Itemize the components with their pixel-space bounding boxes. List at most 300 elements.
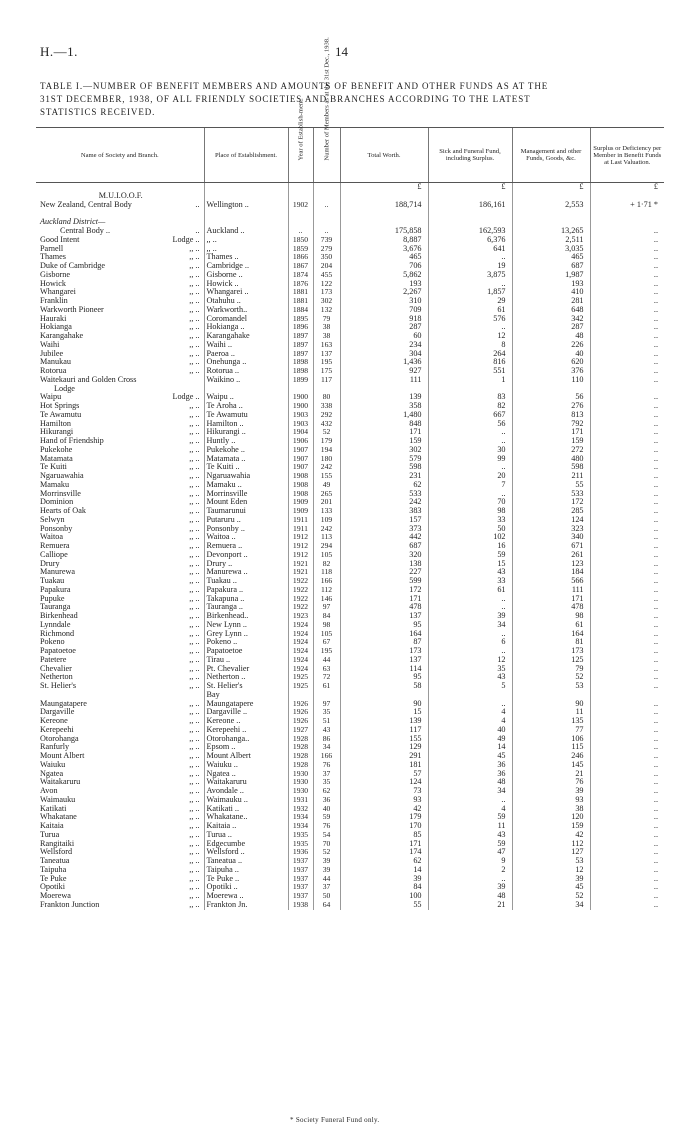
year: 1895 (288, 315, 313, 324)
year: 1909 (288, 498, 313, 507)
members: 146 (313, 595, 340, 604)
branch-name: Ngaruawahia ,, .. (40, 472, 200, 480)
sick-fund: 59 (428, 840, 512, 849)
surplus: .. (590, 787, 664, 796)
management-fund: 173 (512, 647, 590, 656)
members: 49 (313, 481, 340, 490)
branch-name: Hauraki ,, .. (40, 314, 200, 323)
management-fund: 39 (512, 787, 590, 796)
col-header-place: Place of Establishment. (204, 128, 288, 183)
surplus: .. (590, 253, 664, 262)
surplus: .. (590, 761, 664, 770)
management-fund: 465 (512, 253, 590, 262)
sick-fund: .. (428, 437, 512, 446)
place: Mount Albert (204, 752, 288, 761)
branch-name: Mount Albert ,, .. (40, 752, 200, 760)
surplus: .. (590, 586, 664, 595)
total-worth: 95 (340, 621, 428, 630)
place: Paeroa .. (204, 350, 288, 359)
sick-fund: 98 (428, 507, 512, 516)
place: Birkenhead.. (204, 612, 288, 621)
place: Waitakaruru (204, 778, 288, 787)
members: 97 (313, 603, 340, 612)
members: 180 (313, 455, 340, 464)
members: 80 (313, 393, 340, 402)
members: 64 (313, 901, 340, 910)
sick-fund: 61 (428, 586, 512, 595)
management-fund: 77 (512, 726, 590, 735)
total-worth: 14 (340, 866, 428, 875)
year: 1903 (288, 411, 313, 420)
sick-fund: 5 (428, 682, 512, 691)
members: 61 (313, 682, 340, 691)
branch-name: Morrinsville ,, .. (40, 489, 200, 498)
year: 1909 (288, 507, 313, 516)
place: Howick .. (204, 280, 288, 289)
management-fund: 55 (512, 481, 590, 490)
table-row (36, 805, 664, 814)
year: 1926 (288, 708, 313, 717)
sick-fund: 641 (428, 245, 512, 254)
total-worth: 193 (340, 280, 428, 289)
management-fund: 410 (512, 288, 590, 297)
place: Taumarunui (204, 507, 288, 516)
sick-fund: 82 (428, 402, 512, 411)
management-fund: 53 (512, 857, 590, 866)
management-fund: 52 (512, 892, 590, 901)
place: Katikati .. (204, 805, 288, 814)
place: Whangarei .. (204, 288, 288, 297)
place: Wellington .. (204, 201, 288, 210)
surplus: .. (590, 516, 664, 525)
members: 338 (313, 402, 340, 411)
members: 70 (313, 840, 340, 849)
management-fund: 159 (512, 437, 590, 446)
total-worth: 90 (340, 700, 428, 709)
total-worth: 231 (340, 472, 428, 481)
total-worth: 5,862 (340, 271, 428, 280)
management-fund: 272 (512, 446, 590, 455)
surplus: .. (590, 376, 664, 385)
surplus: .. (590, 638, 664, 647)
place: Papatoetoe (204, 647, 288, 656)
surplus: .. (590, 577, 664, 586)
branch-name: Jubilee ,, .. (40, 349, 200, 358)
branch-name: Pokeno ,, .. (40, 638, 200, 647)
total-worth: 373 (340, 525, 428, 534)
year: 1859 (288, 245, 313, 254)
surplus: .. (590, 752, 664, 761)
total-worth: 15 (340, 708, 428, 717)
year: 1908 (288, 481, 313, 490)
document-code: H.—1. (40, 44, 78, 59)
management-fund: 648 (512, 306, 590, 315)
sick-fund: 4 (428, 708, 512, 717)
table-row (36, 822, 664, 831)
management-fund: 3,035 (512, 245, 590, 254)
management-fund: 687 (512, 262, 590, 271)
surplus: .. (590, 525, 664, 534)
section-row (36, 218, 664, 227)
table-row (36, 708, 664, 717)
branch-name: Drury ,, .. (40, 559, 200, 568)
members: 279 (313, 245, 340, 254)
management-fund: 127 (512, 848, 590, 857)
table-row (36, 577, 664, 586)
management-fund: 342 (512, 315, 590, 324)
surplus: .. (590, 481, 664, 490)
table-row (36, 376, 664, 385)
total-worth: 310 (340, 297, 428, 306)
members: 195 (313, 358, 340, 367)
table-row (36, 236, 664, 245)
society-name: M.U.I.O.O.F. (98, 191, 143, 200)
page-number: 14 (335, 44, 348, 59)
management-fund: 21 (512, 770, 590, 779)
management-fund: 56 (512, 393, 590, 402)
branch-name: Waitekauri and Golden Cross (40, 375, 137, 384)
branch-name: Pukekohe ,, .. (40, 445, 200, 454)
sick-fund: 70 (428, 498, 512, 507)
surplus: .. (590, 612, 664, 621)
sick-fund: .. (428, 323, 512, 332)
year: 1922 (288, 603, 313, 612)
members: 432 (313, 420, 340, 429)
surplus: .. (590, 831, 664, 840)
total-worth: 383 (340, 507, 428, 516)
members: 97 (313, 700, 340, 709)
total-worth: 175,858 (340, 227, 428, 236)
place: Waiuku .. (204, 761, 288, 770)
management-fund: 45 (512, 883, 590, 892)
total-worth: 302 (340, 446, 428, 455)
branch-name: Wellsford ,, .. (40, 848, 200, 857)
surplus: .. (590, 743, 664, 752)
table-row (36, 840, 664, 849)
sick-fund: 83 (428, 393, 512, 402)
branch-name: Hikurangi ,, .. (40, 428, 200, 437)
sick-fund: 15 (428, 560, 512, 569)
members: 79 (313, 315, 340, 324)
table-row (36, 831, 664, 840)
management-fund: 53 (512, 682, 590, 691)
members: 455 (313, 271, 340, 280)
table-row (36, 778, 664, 787)
table-row (36, 402, 664, 411)
branch-name: Chevalier ,, .. (40, 664, 200, 673)
year: 1898 (288, 358, 313, 367)
place: Grey Lynn .. (204, 630, 288, 639)
place: Kaitaia .. (204, 822, 288, 831)
table-row (36, 516, 664, 525)
col-header-sick: Sick and Funeral Fund, including Surplus. (428, 128, 512, 183)
sick-fund: 16 (428, 542, 512, 551)
surplus: .. (590, 455, 664, 464)
management-fund: 40 (512, 350, 590, 359)
total-worth: 114 (340, 665, 428, 674)
sick-fund: 48 (428, 778, 512, 787)
year: 1936 (288, 848, 313, 857)
year: 1924 (288, 665, 313, 674)
surplus: .. (590, 726, 664, 735)
total-worth: 171 (340, 595, 428, 604)
year: 1928 (288, 743, 313, 752)
sick-fund: 6 (428, 638, 512, 647)
place: Kereone .. (204, 717, 288, 726)
year: 1925 (288, 673, 313, 682)
place: Opotiki .. (204, 883, 288, 892)
sick-fund: 576 (428, 315, 512, 324)
surplus: .. (590, 402, 664, 411)
surplus: .. (590, 778, 664, 787)
members: .. (313, 227, 340, 236)
place: Bay (204, 691, 288, 700)
members: 739 (313, 236, 340, 245)
currency-symbol: £ (512, 183, 590, 192)
management-fund: 480 (512, 455, 590, 464)
surplus: .. (590, 735, 664, 744)
members: 155 (313, 472, 340, 481)
total-worth: 58 (340, 682, 428, 691)
year: 1907 (288, 455, 313, 464)
place: New Lynn .. (204, 621, 288, 630)
members (313, 691, 340, 700)
management-fund: 193 (512, 280, 590, 289)
surplus: .. (590, 813, 664, 822)
total-worth (340, 691, 428, 700)
sick-fund: 264 (428, 350, 512, 359)
year: 1926 (288, 700, 313, 709)
currency-symbol: £ (590, 183, 664, 192)
place: Thames .. (204, 253, 288, 262)
sick-fund: 21 (428, 901, 512, 910)
sick-fund: 48 (428, 892, 512, 901)
members: 39 (313, 857, 340, 866)
table-row (36, 428, 664, 437)
table-row (36, 315, 664, 324)
total-worth: 93 (340, 796, 428, 805)
currency-symbol: £ (428, 183, 512, 192)
surplus: .. (590, 332, 664, 341)
branch-name: Dargaville ,, .. (40, 708, 200, 717)
year: 1912 (288, 551, 313, 560)
total-worth: 227 (340, 568, 428, 577)
year: 1932 (288, 805, 313, 814)
management-fund: 620 (512, 358, 590, 367)
branch-name: Warkworth Pioneer ,, .. (40, 305, 200, 314)
total-worth: 687 (340, 542, 428, 551)
sick-fund: 43 (428, 568, 512, 577)
branch-name: Maungatapere ,, .. (40, 699, 200, 708)
place: Karangahake (204, 332, 288, 341)
management-fund: 42 (512, 831, 590, 840)
surplus: .. (590, 358, 664, 367)
management-fund: 106 (512, 735, 590, 744)
year: 1912 (288, 533, 313, 542)
table-body (36, 183, 664, 910)
branch-name: Rotorua ,, .. (40, 367, 200, 375)
surplus: .. (590, 350, 664, 359)
members: 44 (313, 875, 340, 884)
table-row (36, 630, 664, 639)
members: 166 (313, 577, 340, 586)
year: 1907 (288, 463, 313, 472)
total-worth: 42 (340, 805, 428, 814)
place: Avondale .. (204, 787, 288, 796)
management-fund: 39 (512, 875, 590, 884)
table-row (36, 691, 664, 700)
members: 39 (313, 866, 340, 875)
year: 1925 (288, 682, 313, 691)
year: 1921 (288, 568, 313, 577)
sick-fund: .. (428, 796, 512, 805)
branch-name: Kerepeehi ,, .. (40, 725, 200, 734)
management-fund: 79 (512, 665, 590, 674)
surplus: .. (590, 595, 664, 604)
sick-fund: .. (428, 280, 512, 289)
year: 1937 (288, 883, 313, 892)
year: 1922 (288, 586, 313, 595)
year: 1904 (288, 428, 313, 437)
surplus: .. (590, 840, 664, 849)
table-row (36, 306, 664, 315)
sick-fund: .. (428, 700, 512, 709)
total-worth: 173 (340, 647, 428, 656)
table-row (36, 542, 664, 551)
management-fund: 93 (512, 796, 590, 805)
management-fund: 287 (512, 323, 590, 332)
sick-fund: 43 (428, 831, 512, 840)
branch-name: Birkenhead ,, .. (40, 612, 200, 620)
total-worth: 709 (340, 306, 428, 315)
table-row (36, 481, 664, 490)
place: Kerepeehi .. (204, 726, 288, 735)
branch-name: Whakatane ,, .. (40, 813, 200, 822)
place: Netherton .. (204, 673, 288, 682)
year: 1898 (288, 367, 313, 376)
sick-fund: 34 (428, 621, 512, 630)
branch-name: Tauranga ,, .. (40, 603, 200, 612)
total-worth: 87 (340, 638, 428, 647)
members: 166 (313, 752, 340, 761)
surplus: .. (590, 665, 664, 674)
year: 1934 (288, 813, 313, 822)
management-fund: 2,511 (512, 236, 590, 245)
surplus: .. (590, 708, 664, 717)
table-row (36, 857, 664, 866)
branch-name: Papakura ,, .. (40, 585, 200, 594)
table-title (40, 80, 660, 119)
branch-name: Lodge (54, 384, 75, 393)
year: 1903 (288, 420, 313, 429)
title-line-3: STATISTICS RECEIVED. (40, 107, 156, 117)
sick-fund: 29 (428, 297, 512, 306)
branch-name: Ponsonby ,, .. (40, 524, 200, 533)
management-fund: 376 (512, 367, 590, 376)
members: 44 (313, 656, 340, 665)
header-row (36, 128, 664, 183)
year: 1900 (288, 402, 313, 411)
total-worth: 3,676 (340, 245, 428, 254)
branch-name: Calliope ,, .. (40, 550, 200, 559)
branch-name: Hearts of Oak ,, .. (40, 507, 200, 515)
members: 38 (313, 323, 340, 332)
year: 1908 (288, 472, 313, 481)
members (313, 385, 340, 394)
place: Turua .. (204, 831, 288, 840)
total-worth: 287 (340, 323, 428, 332)
table-row (36, 420, 664, 429)
place: Dargaville .. (204, 708, 288, 717)
total-worth: 62 (340, 857, 428, 866)
members: 62 (313, 787, 340, 796)
sick-fund: 3,875 (428, 271, 512, 280)
total-worth: 62 (340, 481, 428, 490)
place: Tirau .. (204, 656, 288, 665)
table-row (36, 682, 664, 691)
surplus: .. (590, 227, 664, 236)
management-fund: 276 (512, 402, 590, 411)
year: 1938 (288, 901, 313, 910)
year: 1867 (288, 262, 313, 271)
members: 175 (313, 367, 340, 376)
place: Auckland .. (204, 227, 288, 236)
place: Morrinsville (204, 490, 288, 499)
management-fund: 123 (512, 560, 590, 569)
table-row (36, 297, 664, 306)
total-worth: 57 (340, 770, 428, 779)
branch-name: Papatoetoe ,, .. (40, 647, 200, 655)
branch-name: Turua ,, .. (40, 830, 200, 839)
branch-name: New Zealand, Central Body .. (40, 200, 200, 209)
year: 1924 (288, 621, 313, 630)
total-worth: 927 (340, 367, 428, 376)
sick-fund: 39 (428, 612, 512, 621)
sick-fund: 8 (428, 341, 512, 350)
branch-name: Central Body .. .. (60, 227, 200, 235)
place: ,, .. (204, 245, 288, 254)
year: 1899 (288, 376, 313, 385)
sick-fund: 2 (428, 866, 512, 875)
table-row (36, 717, 664, 726)
place: Waipu .. (204, 393, 288, 402)
surplus: .. (590, 533, 664, 542)
branch-name: Manukau ,, .. (40, 358, 200, 367)
year: 1881 (288, 288, 313, 297)
members: 37 (313, 883, 340, 892)
table-row (36, 761, 664, 770)
year: 1924 (288, 656, 313, 665)
sick-fund: .. (428, 253, 512, 262)
year: 1928 (288, 761, 313, 770)
place: ,, .. (204, 236, 288, 245)
total-worth: 137 (340, 612, 428, 621)
total-worth: 918 (340, 315, 428, 324)
total-worth: 73 (340, 787, 428, 796)
table-row (36, 787, 664, 796)
place: Rotorua .. (204, 367, 288, 376)
sick-fund: 56 (428, 420, 512, 429)
table-row (36, 280, 664, 289)
branch-name: Frankton Junction ,, .. (40, 900, 200, 909)
sick-fund: 6,376 (428, 236, 512, 245)
management-fund: 120 (512, 813, 590, 822)
sick-fund: 35 (428, 665, 512, 674)
branch-name: Te Kuiti ,, .. (40, 463, 200, 472)
sick-fund: 50 (428, 525, 512, 534)
year: 1937 (288, 866, 313, 875)
total-worth: 179 (340, 813, 428, 822)
